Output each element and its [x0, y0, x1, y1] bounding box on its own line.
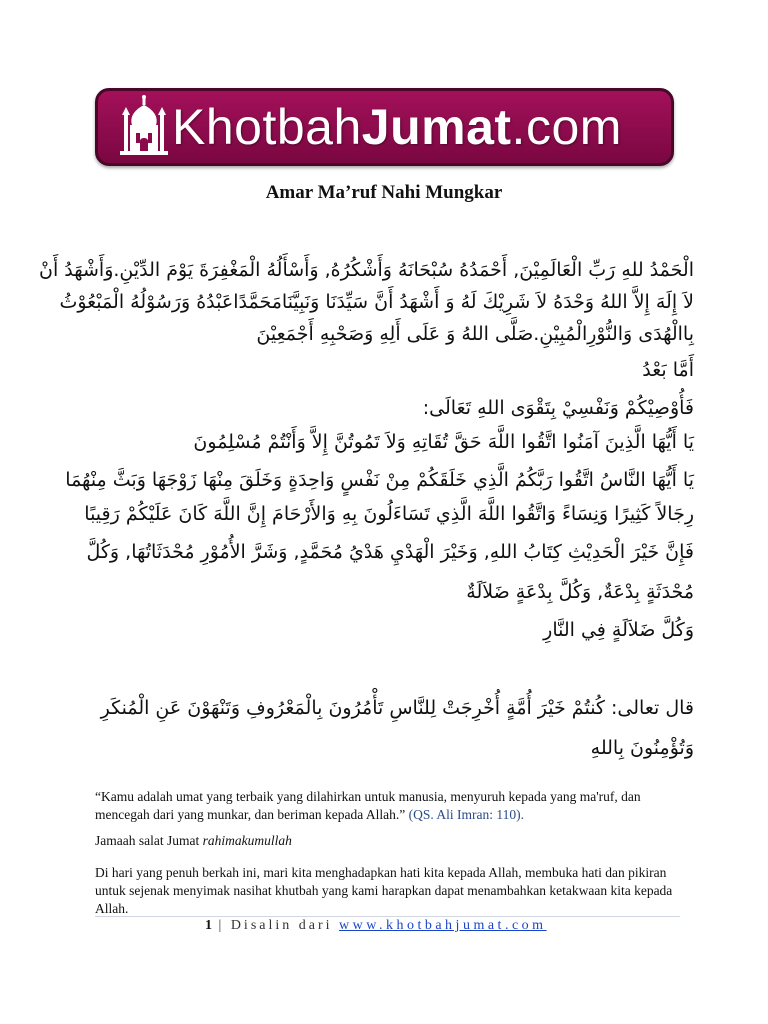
footer-copied-from: Disalin dari — [230, 918, 340, 933]
translation-paragraph — [95, 788, 680, 824]
footer-separator: | — [212, 918, 231, 933]
translation-text: “Kamu adalah umat yang terbaik yang dilahirkan untuk manusia, menyuruh kepada yang ma'ruf, dan mencegah dari yang munkar, dan beriman kepada Allah.” — [95, 789, 641, 822]
page-footer — [205, 918, 547, 934]
footer-website-link[interactable]: www.khotbahjumat.com — [339, 918, 547, 933]
arabic-line: الْحَمْدُ للهِ رَبِّ الْعَالَمِيْنَ, أَحْمَدُهُ سُبْحَانَهُ وَأَشْكُرُهُ, وَأَسْأَلُهُ الْمَغْفِرَةَ يَوْمَ الدِّيْنِ.وَأَشْهَدُ أَنْ — [39, 259, 694, 281]
arabic-line: يَا أَيُّهَا الَّذِينَ آمَنُوا اتَّقُوا اللَّهَ حَقَّ تُقَاتِهِ وَلاَ تَمُوتُنَّ إِلاَّ وَأَنْتُمْ مُسْلِمُونَ — [193, 431, 694, 453]
site-banner[interactable] — [95, 88, 674, 166]
brand-regular: Khotbah — [172, 99, 362, 155]
arabic-line: أَمَّا بَعْدُ — [642, 359, 694, 381]
arabic-line: لاَ إِلَهَ إِلاَّ اللهُ وَحْدَهُ لاَ شَرِيْكَ لَهُ وَ أَشْهَدُ أَنَّ سَيِّدَنَا وَنَبِيَّنَامَحَمَّدًاعَبْدُهُ وَرَسُوْلُهُ الْمَبْعُوْثُ — [59, 291, 694, 313]
quran-reference: (QS. Ali Imran: 110). — [405, 807, 524, 822]
arabic-line: فَإِنَّ خَيْرَ الْحَدِيْثِ كِتَابُ اللهِ, وَخَيْرَ الْهَدْيِ هَدْيُ مُحَمَّدٍ, وَشَرَّ الأُمُوْرِ مُحْدَثَاتُهَا, وَكُلَّ — [86, 541, 694, 563]
page-number: 1 — [205, 918, 212, 933]
address-prefix: Jamaah salat Jumat — [95, 833, 203, 848]
arabic-verse-line: قال تعالى: كُنتُمْ خَيْرَ أُمَّةٍ أُخْرِجَتْ لِلنَّاسِ تَأْمُرُونَ بِالْمَعْرُوفِ وَتَنْهَوْنَ عَنِ الْمُنكَرِ — [100, 697, 694, 719]
arabic-line: وَكُلَّ ضَلاَلَةٍ فِي النَّارِ — [543, 619, 694, 641]
arabic-line: فَأُوْصِيْكُمْ وَنَفْسِيْ بِتَقْوَى اللهِ تَعَالَى: — [422, 397, 694, 419]
arabic-verse-line: وَتُؤْمِنُونَ بِاللهِ — [590, 737, 694, 759]
arabic-line: بِاالْهُدَى وَالنُّوْرِالْمُبِيْنِ.صَلَّى اللهُ وَ عَلَى أَلِهِ وَصَحْبِهِ أَجْمَعِيْنَ — [256, 323, 694, 345]
address-line — [95, 832, 680, 850]
arabic-line: مُحْدَثَةٍ بِدْعَةٌ, وَكُلَّ بِدْعَةٍ ضَلاَلَةٌ — [466, 581, 694, 603]
body-paragraph: Di hari yang penuh berkah ini, mari kita menghadapkan hati kita kepada Allah, membuka hati dan pikiran untuk sejenak menyimak nasihat khutbah yang kami harapkan dapat menambahkan ketakwaan kita kepada Allah. — [95, 865, 673, 916]
site-logo-text — [172, 98, 622, 156]
brand-suffix: .com — [511, 99, 622, 155]
footer-divider — [95, 916, 680, 917]
mosque-icon — [118, 95, 170, 159]
brand-bold: Jumat — [361, 99, 512, 155]
arabic-line: يَا أَيُّهَا النَّاسُ اتَّقُوا رَبَّكُمُ الَّذِي خَلَقَكُمْ مِنْ نَفْسٍ وَاحِدَةٍ وَخَلَقَ مِنْهَا زَوْجَهَا وَبَثَّ مِنْهُمَا — [65, 469, 694, 491]
address-italic: rahimakumullah — [202, 833, 292, 848]
arabic-line: رِجَالاً كَثِيرًا وَنِسَاءً وَاتَّقُوا اللَّهَ الَّذِي تَسَاءَلُونَ بِهِ وَالأَرْحَامَ إِنَّ اللَّهَ كَانَ عَلَيْكُمْ رَقِيبًا — [84, 503, 694, 525]
document-title: Amar Ma’ruf Nahi Mungkar — [265, 182, 503, 203]
